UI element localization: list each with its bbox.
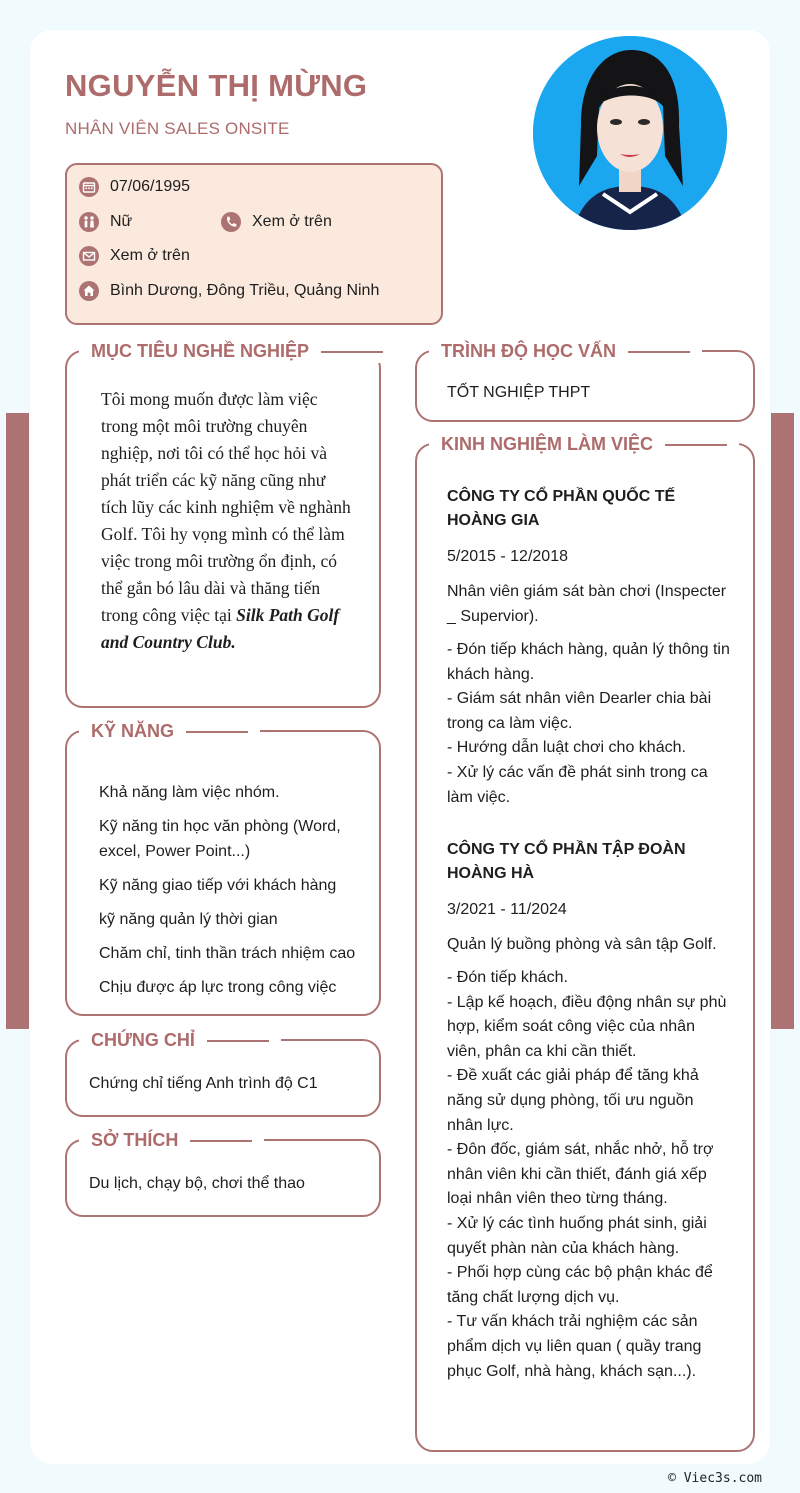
gender-row <box>79 212 132 232</box>
candidate-name: NGUYỄN THỊ MỪNG <box>65 68 368 103</box>
experience-duties: - Đón tiếp khách hàng, quản lý thông tin khách hàng. - Giám sát nhân viên Dearler chia bài trong ca làm việc. - Hướng dẫn luật chơi cho khách. - Xử lý các vấn đề phát sinh trong ca làm việc. <box>447 641 730 806</box>
hobbies-text: Du lịch, chạy bộ, chơi thể thao <box>89 1175 305 1192</box>
birthday-row <box>79 177 190 197</box>
experience-item <box>447 838 732 1384</box>
right-decor-bar <box>771 413 794 1029</box>
experience-role: Quản lý buồng phòng và sân tập Golf. <box>447 936 717 953</box>
education-text: TỐT NGHIỆP THPT <box>447 384 591 401</box>
skill-item: Khả năng làm việc nhóm. <box>99 784 280 801</box>
address-value: Bình Dương, Đông Triều, Quảng Ninh <box>110 282 380 299</box>
experience-role: Nhân viên giám sát bàn chơi (Inspecter _ Supervior). <box>447 583 727 625</box>
experience-item <box>447 485 732 810</box>
experience-company: CÔNG TY CỔ PHẦN QUỐC TẾ HOÀNG GIA <box>447 488 676 529</box>
home-icon <box>79 281 99 301</box>
email-row <box>79 246 190 266</box>
email-value: Xem ở trên <box>110 247 190 264</box>
left-decor-bar <box>6 413 29 1029</box>
experience-title: KINH NGHIỆM LÀM VIỆC <box>429 432 739 456</box>
hobbies-title: SỞ THÍCH <box>79 1128 264 1152</box>
gender-value: Nữ <box>110 213 133 230</box>
address-row <box>79 281 379 301</box>
phone-value: Xem ở trên <box>252 213 332 230</box>
skill-item: kỹ năng quản lý thời gian <box>99 911 278 928</box>
phone-row <box>221 212 332 232</box>
experience-dates: 3/2021 - 11/2024 <box>447 901 567 918</box>
hobbies-section <box>65 1130 381 1217</box>
objective-highlight: Silk Path Golf and Country Club. <box>101 605 340 652</box>
footer-copyright: © Viec3s.com <box>668 1471 762 1486</box>
experience-section <box>415 434 755 1452</box>
gender-icon <box>79 212 99 232</box>
skills-title: KỸ NĂNG <box>79 719 260 743</box>
skill-item: Chăm chỉ, tinh thần trách nhiệm cao <box>99 945 356 962</box>
birthday-value: 07/06/1995 <box>110 178 191 195</box>
profile-photo <box>533 36 727 230</box>
calendar-icon <box>79 177 99 197</box>
contact-info-box <box>65 163 443 325</box>
objective-title: MỤC TIÊU NGHỀ NGHIỆP <box>79 339 395 363</box>
skill-item: Kỹ năng tin học văn phòng (Word, excel, Power Point...) <box>99 818 341 860</box>
candidate-job-title: NHÂN VIÊN SALES ONSITE <box>65 119 290 138</box>
phone-icon <box>221 212 241 232</box>
email-icon <box>79 246 99 266</box>
skills-list <box>99 780 382 1009</box>
certificate-text: Chứng chỉ tiếng Anh trình độ C1 <box>89 1075 318 1092</box>
objective-text <box>101 386 351 656</box>
education-title: TRÌNH ĐỘ HỌC VẤN <box>429 339 702 363</box>
experience-company: CÔNG TY CỔ PHẦN TẬP ĐOÀN HOÀNG HÀ <box>447 841 686 882</box>
objective-body: Tôi mong muốn được làm việc trong một môi trường chuyên nghiệp, nơi tôi có thể học hỏi và phát triển các kỹ năng cũng như tích lũy các kinh nghiệm về nghành Golf. Tôi hy vọng mình có thể làm việc trong môi trường ổn định, có thể gắn bó lâu dài và thăng tiến trong công việc tại <box>101 389 351 625</box>
skill-item: Chịu được áp lực trong công việc <box>99 979 337 996</box>
skills-section <box>65 721 381 1016</box>
education-section <box>415 341 755 422</box>
experience-dates: 5/2015 - 12/2018 <box>447 548 568 565</box>
certificates-title: CHỨNG CHỈ <box>79 1028 281 1052</box>
experience-duties: - Đón tiếp khách. - Lập kế hoạch, điều động nhân sự phù hợp, kiểm soát công việc của nhân viên, phân ca khi cần thiết. - Đề xuất các giải pháp để tăng khả năng sử dụng phòng, tối ưu nguồn nhân lực. - Đôn đốc, giám sát, nhắc nhở, hỗ trợ nhân viên khi cần thiết, đánh giá xếp loại nhân viên theo từng tháng. - Xử lý các tình huống phát sinh, giải quyết phàn nàn của khách hàng. - Phối hợp cùng các bộ phận khác để tăng chất lượng dịch vụ. - Tư vấn khách trải nghiệm các sản phẩm dịch vụ liên quan ( quầy trang phục Golf, nhà hàng, khách sạn...). <box>447 969 727 1380</box>
objective-section <box>65 341 381 708</box>
certificates-section <box>65 1030 381 1117</box>
skill-item: Kỹ năng giao tiếp với khách hàng <box>99 877 337 894</box>
